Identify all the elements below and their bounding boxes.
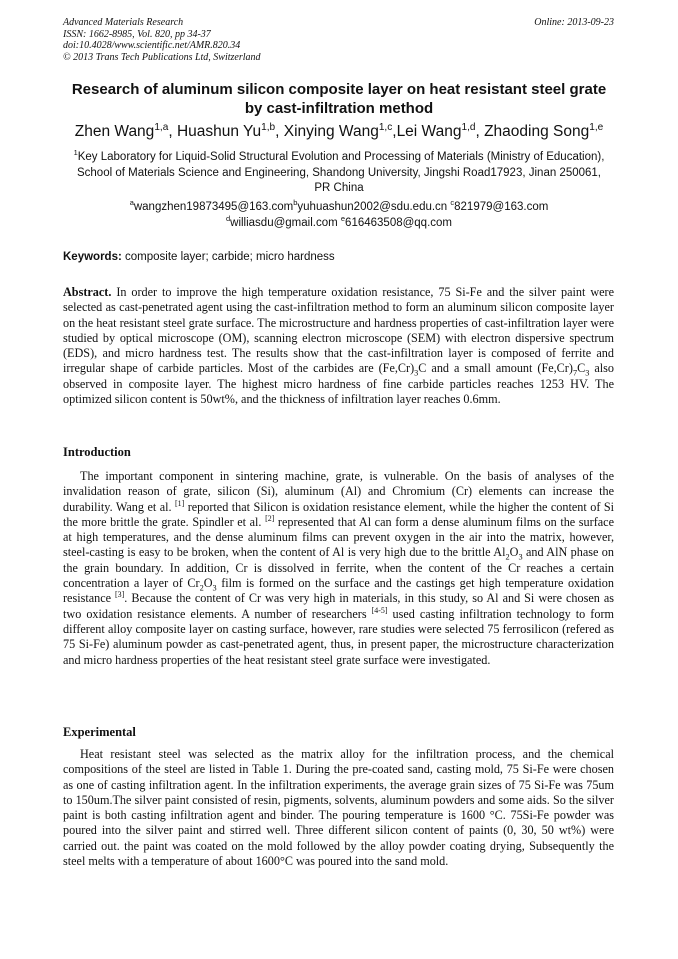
author-separator: , bbox=[168, 123, 177, 140]
subscript: 3 bbox=[518, 552, 523, 562]
email-line bbox=[63, 213, 615, 232]
author-name: Xinying Wang bbox=[283, 123, 379, 140]
body-text: . Because the content of Cr was very high in materials, in this study, so Al and Si were chosen as two oxidation resistance elements. A number of researchers bbox=[63, 591, 614, 621]
body-text: reported that Silicon is oxidation resistance element, while the higher the content of Si the more brittle the grate. Spindler et al. bbox=[63, 499, 614, 529]
abstract-text: C bbox=[577, 361, 586, 376]
subscript: 2 bbox=[199, 583, 204, 593]
author-separator: , bbox=[392, 123, 397, 140]
email-mark: d bbox=[225, 213, 231, 223]
experimental-paragraph: Heat resistant steel was selected as the matrix alloy for the infiltration process, and the chemical compositions of the steel are listed in Table 1. During the pre-coated sand, casting mold, 75 Si-Fe were chosen as one of casting infiltration agent. In the infiltration experiments, the average grain sizes of 75 Si-Fe was 75um to 150um.The silver paint consisted of resin, pigments, solvents, aluminum powders and some aids. So the silver paint is both casting infiltration agent and binder. The pouring temperature is 1600 °C. 75Si-Fe powder was poured into the silver paint and stirred well. Three different silicon content of paints (0, 30, 50 wt%) were carried out. the paint was coated on the mold followed by the alloy powder coating drying, Subsequently the steel melts with a temperature of about 1600°C was poured into the sand mold. bbox=[63, 747, 614, 869]
section-heading-introduction: Introduction bbox=[63, 445, 131, 459]
keywords-label: Keywords: bbox=[63, 251, 122, 263]
email-line bbox=[63, 200, 615, 216]
publication-info bbox=[63, 17, 261, 63]
abstract-label: Abstract. bbox=[63, 285, 112, 299]
issn-line: ISSN: 1662-8985, Vol. 820, pp 34-37 bbox=[63, 28, 211, 40]
author-list bbox=[55, 123, 623, 141]
author-affil-mark: 1,d bbox=[461, 121, 476, 133]
subscript: 3 bbox=[585, 368, 590, 378]
body-text: O bbox=[509, 545, 519, 560]
abstract bbox=[63, 285, 614, 407]
citation: [2] bbox=[265, 513, 275, 523]
copyright-line: © 2013 Trans Tech Publications Ltd, Switzerland bbox=[63, 51, 261, 63]
author-affil-mark: 1,a bbox=[154, 121, 169, 133]
online-date: Online: 2013-09-23 bbox=[534, 17, 614, 28]
author-separator: , bbox=[475, 123, 485, 140]
journal-name: Advanced Materials Research bbox=[63, 17, 184, 28]
email-address: yuhuashun2002@sdu.edu.cn bbox=[297, 201, 448, 213]
author-name: Lei Wang bbox=[396, 123, 462, 140]
author-name: Zhaoding Song bbox=[484, 123, 590, 140]
paper-title: Research of aluminum silicon composite layer on heat resistant steel grate by cast-infiltration method bbox=[71, 81, 607, 117]
subscript: 3 bbox=[414, 368, 419, 378]
email-address: 821979@163.com bbox=[454, 201, 549, 213]
abstract-text: C and a small amount (Fe,Cr) bbox=[418, 361, 573, 376]
email-mark: b bbox=[293, 198, 298, 208]
subscript: 2 bbox=[505, 552, 510, 562]
author-name: Huashun Yu bbox=[176, 123, 262, 140]
email-address: wangzhen19873495@163.com bbox=[133, 201, 294, 213]
doi-line: doi:10.4028/www.scientific.net/AMR.820.34 bbox=[63, 40, 241, 51]
citation: [3] bbox=[115, 590, 125, 600]
keywords bbox=[63, 250, 615, 264]
author-affil-mark: 1,c bbox=[378, 121, 393, 133]
email-mark: a bbox=[129, 198, 134, 208]
subscript: 7 bbox=[572, 368, 578, 378]
citation: [4-5] bbox=[371, 605, 388, 615]
email-mark: c bbox=[450, 198, 455, 208]
email-address: 616463508@qq.com bbox=[345, 216, 452, 229]
author-separator: , bbox=[275, 123, 284, 140]
abstract-text: also observed in composite layer. The highest micro hardness of fine carbide particles reaches 1253 HV. The optimized silicon content is 50wt%, and the thickness of infiltration layer reaches 0.6mm. bbox=[63, 361, 614, 407]
subscript: 3 bbox=[212, 583, 217, 593]
abstract-text: In order to improve the high temperature oxidation resistance, 75 Si-Fe and the silver paint were selected as cast-penetrated agent using the cast-infiltration method to form an aluminum silicon composite layer on the heat resistant steel grate surface. The microstructure and hardness properties of cast-infiltration layer were studied by optical microscope (OM), scanning electron microscope (SEM) with electron dispersive spectrum (EDS), and micro hardness test. The results show that the cast-infiltration layer is composed of ferrite and irregular shape of carbide particles. Most of the carbides are (Fe,Cr) bbox=[63, 285, 615, 376]
author-affil-mark: 1,e bbox=[589, 121, 604, 133]
body-text: film is formed on the surface and the castings get high temperature oxidation resistance bbox=[63, 576, 614, 606]
body-text: and AlN phase on the grain boundary. In addition, Cr is dissolved in ferrite, when the content of the Cr reaches a certain concentration a layer of Cr bbox=[63, 545, 614, 591]
keywords-text: composite layer; carbide; micro hardness bbox=[125, 251, 335, 263]
affiliation-text: Key Laboratory for Liquid-Solid Structural Evolution and Processing of Materials (Ministry of Education), School of Materials Science and Engineering, Shandong University, Jingshi Road17923, Jinan 250061, PR China bbox=[76, 151, 605, 194]
introduction-paragraph bbox=[63, 469, 614, 668]
citation: [1] bbox=[175, 498, 185, 508]
author-name: Zhen Wang bbox=[74, 123, 155, 140]
author-affil-mark: 1,b bbox=[261, 121, 276, 133]
body-text: used casting infiltration technology to form different alloy composite layer on casting surface, however, rare studies were selected 75 ferrosilicon (refered as 75 Si-Fe) aluminum powder as cast-penetrated agent, thus, in present paper, the microstructure characterization and micro hardness properties of the heat resistant steel grate surface were investigated. bbox=[63, 606, 614, 667]
email-list bbox=[63, 200, 615, 231]
email-address: williasdu@gmail.com bbox=[230, 216, 338, 229]
email-mark: e bbox=[340, 213, 346, 223]
body-text: O bbox=[203, 576, 213, 591]
section-heading-experimental: Experimental bbox=[63, 725, 136, 739]
affiliation-mark: 1 bbox=[73, 148, 78, 158]
body-text: represented that Al can form a dense aluminum films on the surface at high temperatures, and the dense aluminum films can prevent oxygen in the air into the matrix, however, steel-casting is easy to be broken, when the content of Al is very high due to the brittle Al bbox=[63, 514, 614, 560]
body-text: The important component in sintering machine, grate, is vulnerable. On the basis of analyses of the invalidation reason of grate, silicon (Si), aluminum (Al) and Chromium (Cr) elements can increase the durability. Wang et al. bbox=[63, 469, 614, 514]
affiliation bbox=[72, 150, 606, 197]
